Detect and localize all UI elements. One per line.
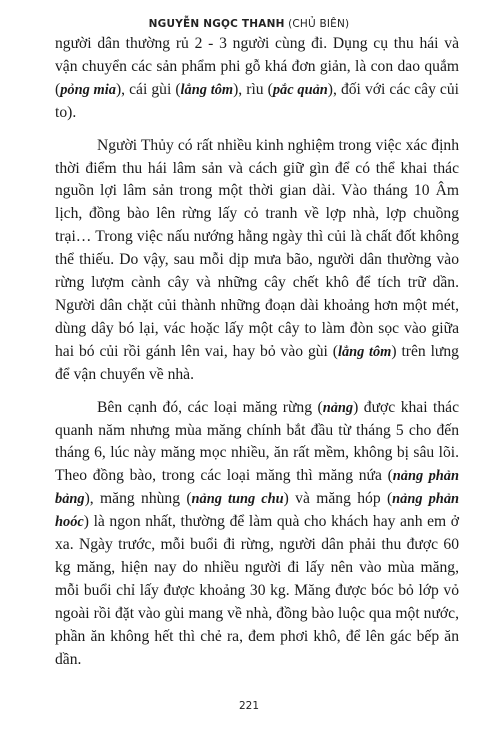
page-number: 221 xyxy=(238,700,260,712)
paragraph-text: Người Thủy có rất nhiều kinh nghiệm trong việc xác định thời điểm thu hái lâm sản và cách giữ gìn để có thể khai thác nguồn lợi lâm sản trong một thời gian dài. Vào tháng 10 Âm lịch, đồng bào lên rừng lấy cỏ tranh về lợp nhà, lợp chuồng trại… Trong việc nấu nướng hằng ngày thì củi là chất đốt không thể thiếu. Do vậy, sau mỗi dịp mưa bão, người dân thường vào rừng lượm cành cây và những cây chết khô để tích trữ dần. Người dân chặt củi thành những đoạn dài khoảng hơn một mét, dùng dây bó lại, vác hoặc lấy một cây to làm đòn sọc vào giữa hai bó củi rồi gánh lên vai, hay bỏ vào gùi ( xyxy=(55,136,459,360)
paragraph xyxy=(55,33,459,125)
local-term: lẳng tôm xyxy=(180,81,234,98)
paragraph-text: Bên cạnh đó, các loại măng rừng ( xyxy=(97,398,323,416)
paragraph xyxy=(55,135,459,387)
local-term: nảng xyxy=(322,399,354,416)
paragraph-text: ) là ngon nhất, thường để làm quà cho khách hay anh em ở xa. Ngày trước, mỗi buổi đi rừng, người dân phải thu được 60 kg măng, hiện nay do nhiều người đi lấy nên vào mùa măng, mỗi buổi chỉ lấy được khoảng 30 kg. Măng được bóc bỏ lớp vỏ ngoài rồi đặt vào gùi mang về nhà, đồng bào luộc qua một nước, phần ăn không hết thì chẻ ra, đem phơi khô, để lên gác bếp ăn dần. xyxy=(55,513,459,668)
paragraph xyxy=(55,397,459,672)
local-term: pỏng mia xyxy=(60,81,116,98)
paragraph-text: ) được khai thác quanh năm nhưng mùa măng chính bắt đầu từ tháng 5 cho đến tháng 6, lúc này măng mọc nhiều, ăn rất mềm, không bị sâu lõi. Theo đồng bào, trong các loại măng thì măng nứa ( xyxy=(55,398,460,485)
local-term: pắc quản xyxy=(272,81,328,98)
paragraph-text: ), rìu ( xyxy=(233,80,273,98)
local-term: nảng phản bảng xyxy=(55,468,459,508)
body-text xyxy=(55,33,459,681)
paragraph-text: ) và măng hóp ( xyxy=(283,490,393,508)
paragraph-text: ), đối với các cây củi to). xyxy=(55,80,459,121)
header-role: (CHỦ BIÊN) xyxy=(288,18,350,30)
local-term: nảng phản hoóc xyxy=(55,491,460,531)
running-header xyxy=(0,18,498,30)
header-author: NGUYỄN NGỌC THANH xyxy=(148,18,285,30)
local-term: nảng tung chu xyxy=(191,491,284,508)
paragraph-text: ), cái gùi ( xyxy=(115,80,181,98)
local-term: lẳng tôm xyxy=(337,343,392,360)
paragraph-text: người dân thường rủ 2 - 3 người cùng đi. Dụng cụ thu hái và vận chuyển các sản phẩm phi gỗ khá đơn giản, là con dao quắm ( xyxy=(55,35,459,98)
paragraph-text: ) trên lưng để vận chuyển về nhà. xyxy=(55,342,459,383)
paragraph-text: ), măng nhùng ( xyxy=(84,490,192,508)
